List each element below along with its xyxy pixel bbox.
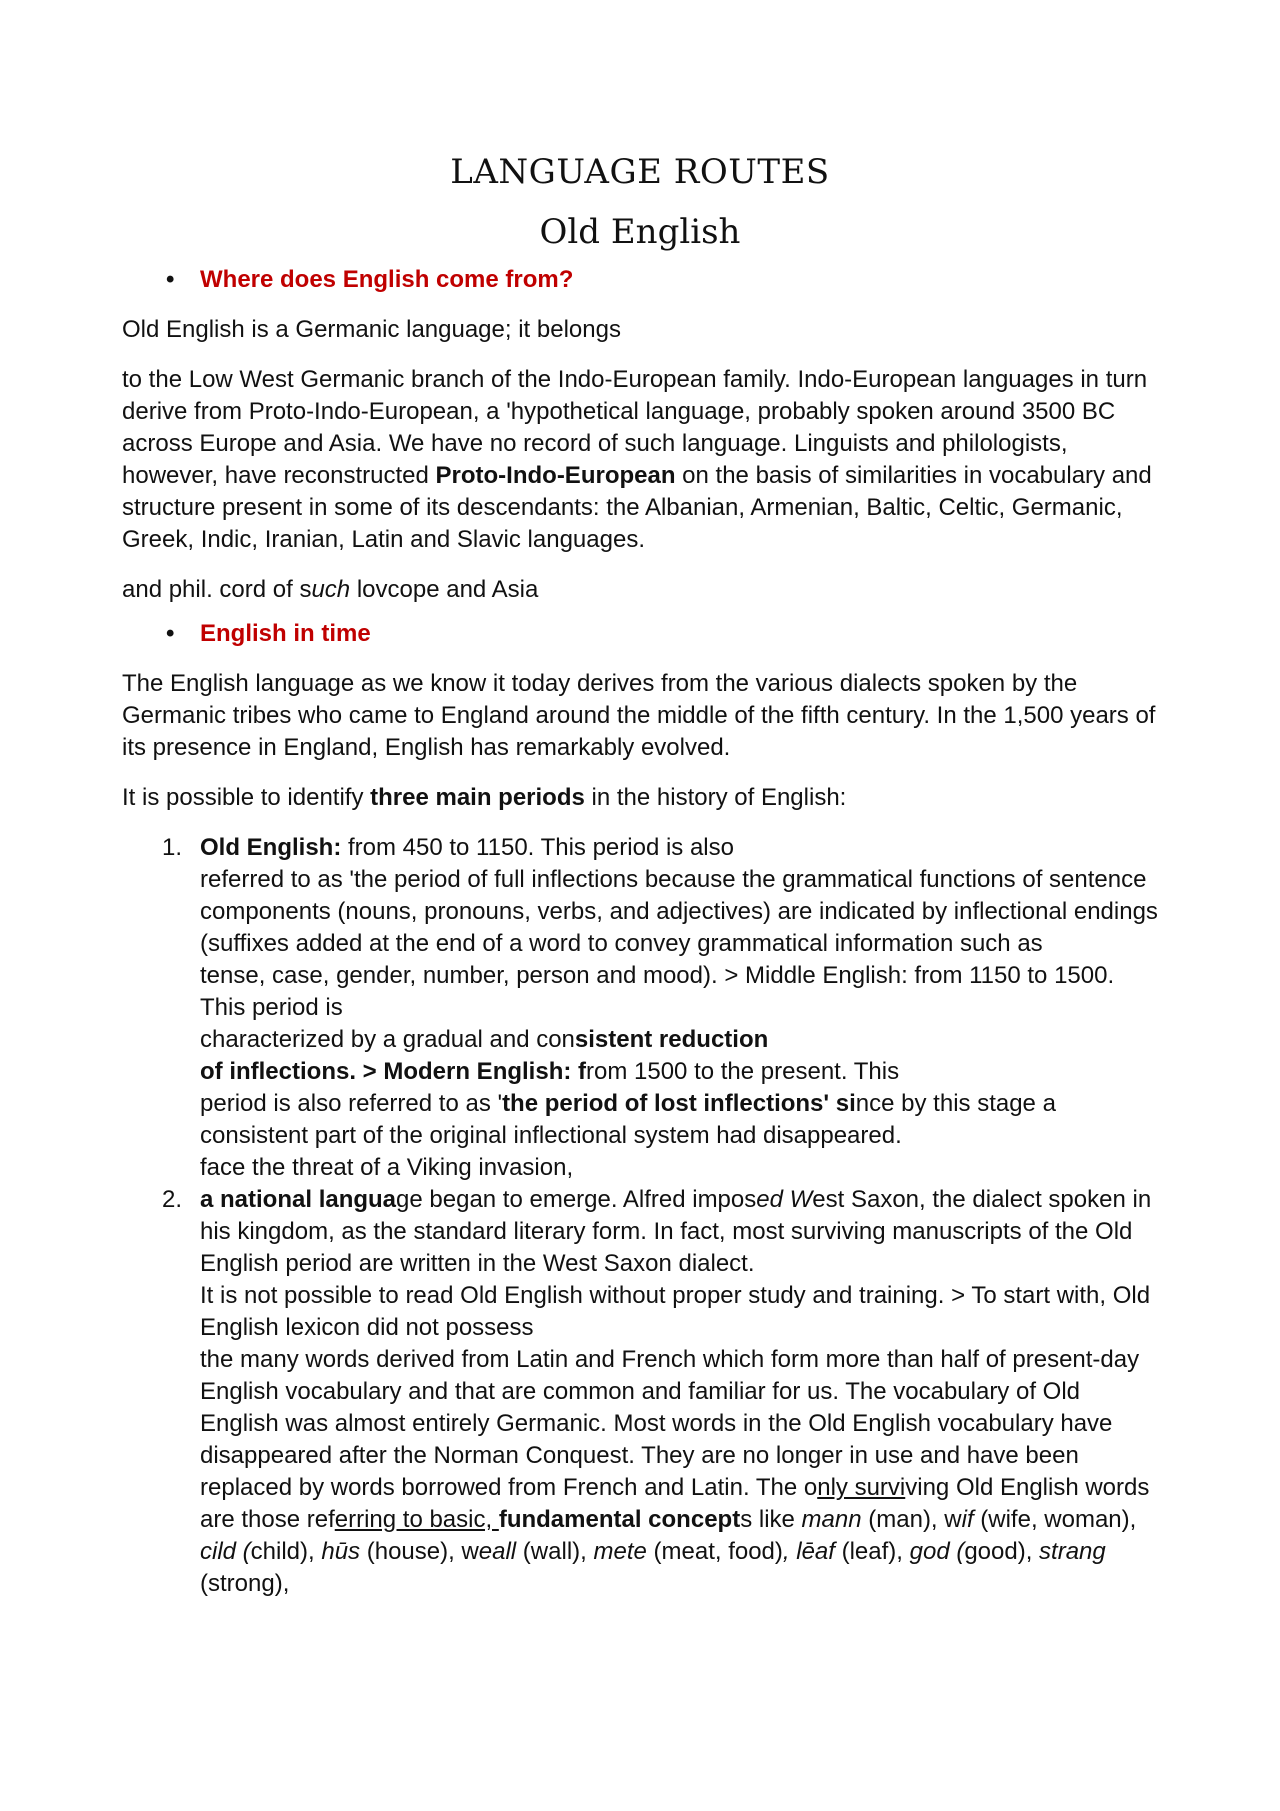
- text: rom 1500 to the present. This: [586, 1058, 900, 1085]
- paragraph: [122, 782, 1158, 814]
- gloss: (wife, woman),: [973, 1506, 1137, 1533]
- italic-text: ed W: [756, 1186, 813, 1213]
- old-english-word: mann: [801, 1506, 862, 1533]
- section-heading-origin: • Where does English come from?: [122, 264, 1158, 296]
- italic-text: uch: [311, 576, 351, 603]
- old-english-word: if: [961, 1506, 974, 1533]
- page-title: LANGUAGE ROUTES: [450, 152, 830, 192]
- text: in the history of English:: [584, 784, 847, 811]
- text-line: face the threat of a Viking invasion,: [200, 1154, 574, 1181]
- text: est Saxon, the dialect spoken in his kingdom, as the standard literary form. In fact, most surviving manuscripts of the Old English period are written in the West Saxon dialect.: [200, 1186, 1152, 1277]
- page-subtitle: Old English: [539, 212, 741, 252]
- gloss: good),: [964, 1538, 1040, 1565]
- list-number: 1.: [162, 834, 183, 861]
- text: s like: [740, 1506, 802, 1533]
- bold-term: a national langua: [200, 1186, 397, 1213]
- text: characterized by a gradual and con: [200, 1026, 575, 1053]
- old-english-word: mete: [593, 1538, 647, 1565]
- gloss: (meat, food): [646, 1538, 783, 1565]
- list-item: [122, 832, 1158, 1184]
- bold-term: Old English:: [200, 834, 342, 861]
- bold-term: of inflections. > Modern English: f: [200, 1058, 587, 1085]
- bold-term: the period of lost inflections' si: [502, 1090, 856, 1117]
- text-line: [200, 1344, 1158, 1600]
- bold-term: fundamental concept: [498, 1506, 741, 1533]
- text-line: [200, 832, 1158, 864]
- bold-term: Proto-Indo-European: [435, 462, 676, 489]
- text: It is possible to identify: [122, 784, 371, 811]
- gloss: (wall),: [516, 1538, 594, 1565]
- old-english-word: god (: [909, 1538, 965, 1565]
- text: lovcope and Asia: [350, 576, 539, 603]
- text: ge began to emerge. Alfred impos: [396, 1186, 757, 1213]
- text-line: [200, 1088, 1158, 1152]
- underlined-text: nly survi: [817, 1474, 906, 1501]
- list-item: [122, 1184, 1158, 1600]
- old-english-word: strang: [1039, 1538, 1106, 1565]
- text: the many words derived from Latin and French which form more than half of present-day English vocabulary and that are common and familiar for us. The vocabulary of Old English was almost entirely Germanic. Most words in the Old English vocabulary have disappeared after the Norman Conquest. They are no longer in use and have been replaced by words borrowed from French and Latin. The o: [200, 1346, 1140, 1501]
- text: ving Old English words are those ref: [200, 1474, 1150, 1533]
- gloss: (man), w: [861, 1506, 962, 1533]
- text: period is also referred to as ': [200, 1090, 503, 1117]
- old-english-word: , lēaf: [782, 1538, 835, 1565]
- gloss: (strong),: [200, 1570, 290, 1597]
- text: nce by this stage a consistent part of the original inflectional system had disappeared.: [200, 1090, 1056, 1149]
- gloss: child),: [250, 1538, 322, 1565]
- text-line: It is not possible to read Old English without proper study and training. > To start with, Old English lexicon did not possess: [200, 1282, 1151, 1341]
- paragraph: [122, 364, 1158, 556]
- section-heading-time: • English in time: [122, 618, 1158, 650]
- text-line: [200, 1184, 1158, 1280]
- paragraph: [122, 574, 1158, 606]
- list-number: 2.: [162, 1186, 183, 1213]
- text-line: [200, 1024, 1158, 1056]
- text-line: [200, 1056, 1158, 1088]
- gloss: (house), w: [360, 1538, 479, 1565]
- text: from 450 to 1150. This period is also: [341, 834, 734, 861]
- paragraph: Old English is a Germanic language; it belongs: [122, 316, 621, 343]
- text: to the Low West Germanic branch of the Indo-European family. Indo-European languages in turn derive from Proto-Indo-European, a 'hypothetical language, probably spoken around 3500 BC across Europe and Asia. We have no record of such language. Linguists and philologists, however, have reconstructed: [122, 366, 1148, 489]
- old-english-word: hūs: [321, 1538, 361, 1565]
- text-line: tense, case, gender, number, person and mood). > Middle English: from 1150 to 1500. This period is: [200, 962, 1115, 1021]
- bold-term: three main periods: [370, 784, 585, 811]
- gloss: (leaf),: [834, 1538, 910, 1565]
- underlined-text: erring to basic,: [334, 1506, 499, 1533]
- text: and phil. cord of s: [122, 576, 312, 603]
- text-line: referred to as 'the period of full inflections because the grammatical functions of sentence components (nouns, pronouns, verbs, and adjectives) are indicated by inflectional endings (suffixes added at the end of a word to convey grammatical information such as: [200, 866, 1158, 957]
- text: on the basis of similarities in vocabulary and structure present in some of its descendants: the Albanian, Armenian, Baltic, Celtic, Germanic, Greek, Indic, Iranian, Latin and Slavic languages.: [122, 462, 1152, 553]
- old-english-word: eall: [478, 1538, 517, 1565]
- bold-term: sistent reduction: [574, 1026, 769, 1053]
- paragraph: The English language as we know it today derives from the various dialects spoken by the Germanic tribes who came to England around the middle of the fifth century. In the 1,500 years of its presence in England, English has remarkably evolved.: [122, 670, 1156, 761]
- periods-list: [122, 832, 1158, 1600]
- old-english-word: cild (: [200, 1538, 251, 1565]
